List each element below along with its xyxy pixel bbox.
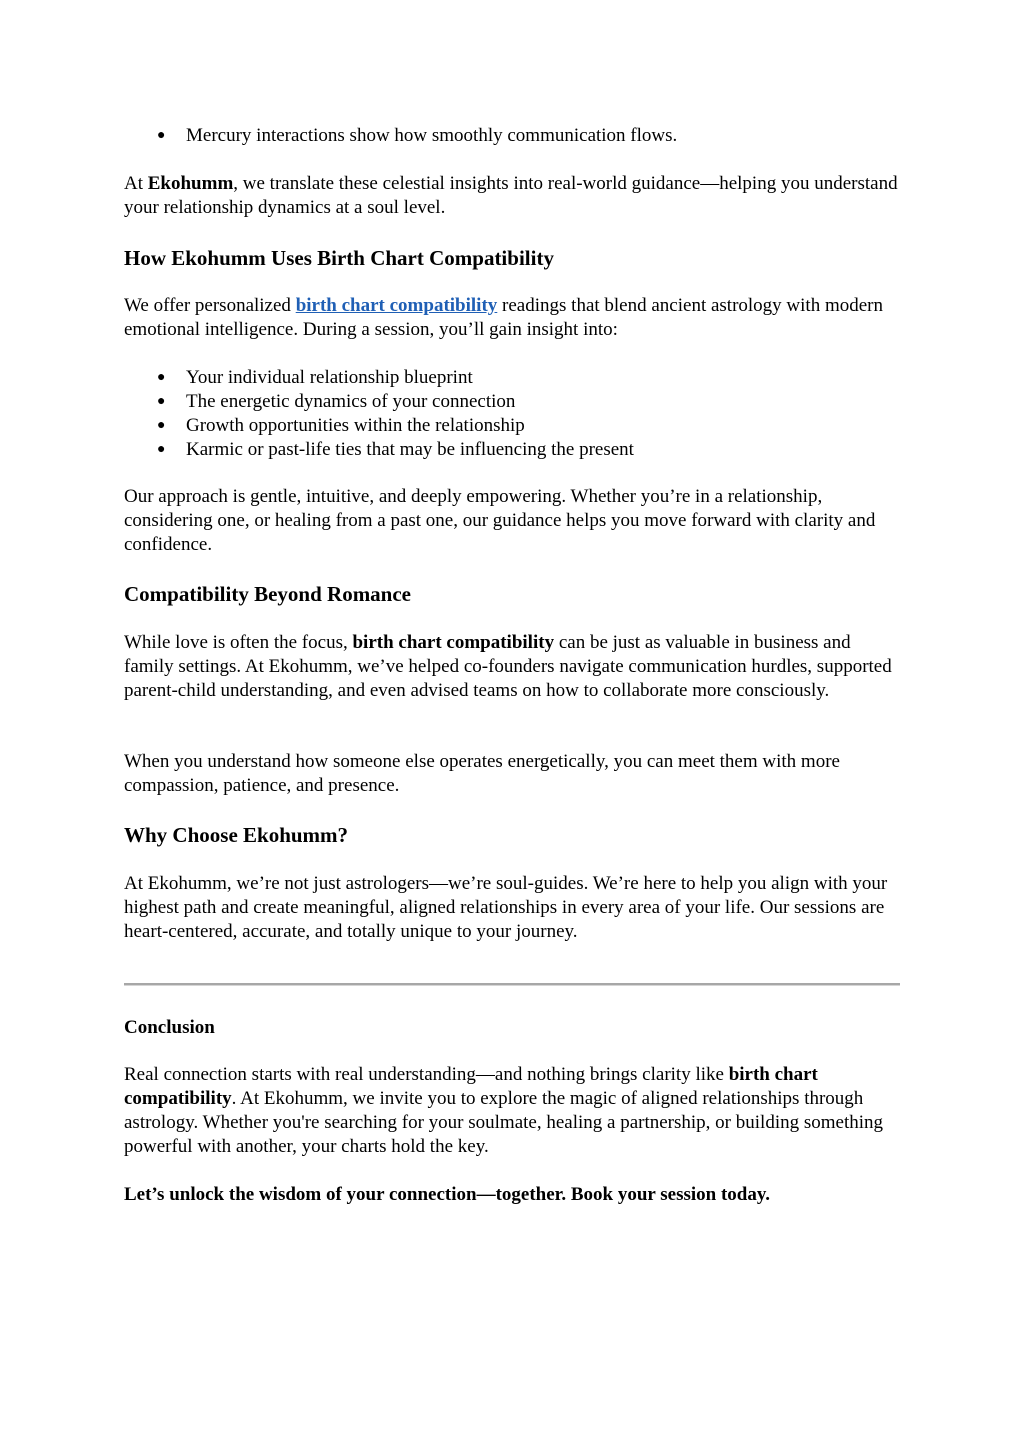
intro-paragraph [124,172,900,220]
birth-chart-compatibility-link[interactable]: birth chart compatibility [295,295,498,316]
para-pre: While love is often the focus, [124,632,353,653]
brand-name: Ekohumm [147,173,234,194]
section-how-paragraph-2: Our approach is gentle, intuitive, and deeply empowering. Whether you’re in a relationship, considering one, or healing from a past one, our guidance helps you move forward with clarity and confidence. [124,486,876,555]
call-to-action: Let’s unlock the wisdom of your connection—together. Book your session today. [124,1184,771,1205]
section-heading-beyond-romance: Compatibility Beyond Romance [124,582,412,606]
para-pre: Real connection starts with real understanding—and nothing brings clarity like [124,1064,729,1085]
section-how-paragraph [124,294,900,342]
list-item-text: Karmic or past-life ties that may be influencing the present [186,439,634,460]
para-pre: We offer personalized [124,295,296,316]
bullet-icon: ● [157,128,166,143]
bullet-icon: ● [157,418,166,433]
intro-list [124,124,900,148]
list-item-text: Your individual relationship blueprint [186,367,473,388]
para-bold: birth chart compatibility [352,632,555,653]
section-beyond-paragraph-2: When you understand how someone else operates energetically, you can meet them with more compassion, patience, and presence. [124,751,840,796]
list-item [124,366,900,390]
list-item [124,124,900,148]
bullet-icon: ● [157,442,166,457]
para-post: readings that blend ancient astrology with modern emotional intelligence. During a session, you’ll gain insight into: [124,295,884,340]
section-heading-how: How Ekohumm Uses Birth Chart Compatibility [124,246,554,270]
list-item [124,390,900,414]
bullet-icon: ● [157,394,166,409]
insight-list [124,366,900,462]
section-beyond-paragraph [124,631,900,703]
para-bold: birth chart compatibility [124,1064,818,1109]
intro-post: , we translate these celestial insights into real-world guidance—helping you understand your relationship dynamics at a soul level. [124,173,898,218]
para-post: can be just as valuable in business and family settings. At Ekohumm, we’ve helped co-founders navigate communication hurdles, supported parent-child understanding, and even advised teams on how to collaborate more consciously. [124,632,892,701]
conclusion-paragraph [124,1063,900,1159]
para-post: . At Ekohumm, we invite you to explore the magic of aligned relationships through astrology. Whether you're searching for your soulmate, healing a partnership, or building something powerful with another, your charts hold the key. [124,1088,884,1157]
intro-pre: At [124,173,148,194]
list-item-text: Growth opportunities within the relationship [186,415,525,436]
section-why-paragraph: At Ekohumm, we’re not just astrologers—we’re soul-guides. We’re here to help you align with your highest path and create meaningful, aligned relationships in every area of your life. Our sessions are heart-centered, accurate, and totally unique to your journey. [124,873,888,942]
conclusion-heading: Conclusion [124,1017,215,1038]
list-item [124,438,900,462]
bullet-icon: ● [157,370,166,385]
list-item [124,414,900,438]
list-item-text: The energetic dynamics of your connection [186,391,516,412]
horizontal-divider [124,983,900,986]
list-item-text: Mercury interactions show how smoothly communication flows. [186,125,678,146]
section-heading-why-choose: Why Choose Ekohumm? [124,823,349,847]
